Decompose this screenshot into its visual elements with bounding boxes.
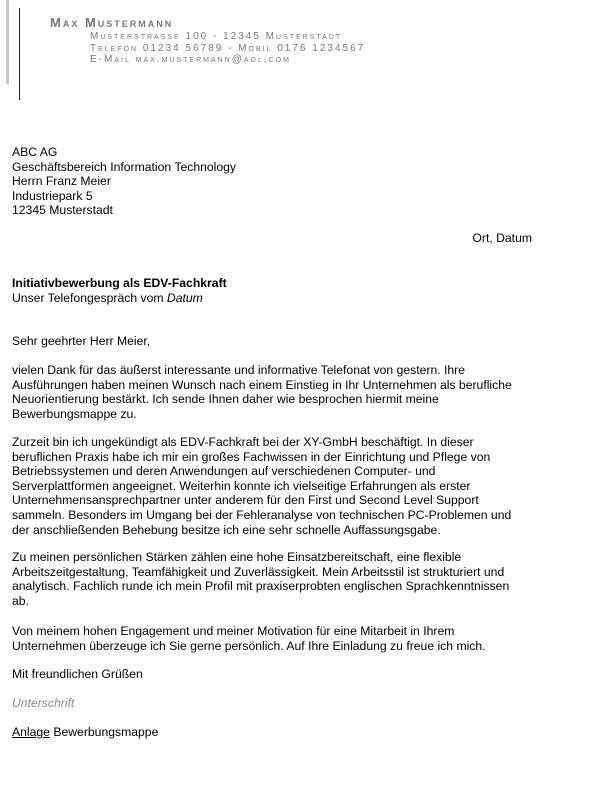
sender-phone: Telefon 01234 56789 - Mobil 0176 1234567 (90, 42, 366, 54)
paragraph-line: Neuorientierung bestärkt. Ich sende Ihnen daher wie besprochen hiermit meine (12, 392, 439, 407)
salutation: Sehr geehrter Herr Meier, (12, 334, 151, 348)
paragraph-4 (12, 624, 537, 653)
closing: Mit freundlichen Grüßen (12, 667, 143, 681)
recipient-street: Industriepark 5 (12, 188, 93, 203)
letterhead-rule (19, 8, 20, 100)
place-date: Ort, Datum (472, 231, 532, 245)
letterhead-bar-left (6, 0, 9, 84)
sender-address: Musterstrasse 100 - 12345 Musterstadt (90, 31, 343, 42)
paragraph-line: analytisch. Fachlich runde ich mein Profil mit praxiserprobten englischen Sprachkenntnissen (12, 579, 510, 594)
subject-reference-date: Datum (166, 290, 203, 305)
paragraph-2 (12, 435, 537, 537)
paragraph-line: Betriebssystemen und deren Anwendungen auf verschiedenen Computer- und (12, 464, 436, 479)
recipient-contact: Herrn Franz Meier (12, 174, 111, 189)
recipient-city: 12345 Musterstadt (12, 203, 113, 218)
sender-name: Max Mustermann (50, 15, 174, 30)
letterhead (50, 15, 365, 66)
paragraph-line: ab. (12, 593, 29, 608)
sender-email: E-Mail max.mustermann@aol.com (90, 54, 291, 65)
signature: Unterschrift (12, 696, 75, 710)
paragraph-1 (12, 363, 537, 421)
paragraph-line: Zu meinen persönlichen Stärken zählen eine hohe Einsatzbereitschaft, eine flexible (12, 550, 462, 564)
attachment-label: Anlage (12, 725, 50, 739)
paragraph-line: Unternehmensansprechpartner unter anderem für den First und Second Level Support (12, 493, 479, 508)
attachment-text: Bewerbungsmappe (49, 725, 159, 739)
subject-title: Initiativbewerbung als EDV-Fachkraft (12, 276, 227, 290)
paragraph-line: sammeln. Besonders im Umgang bei der Fehleranalyse von technischen PC-Problemen und (12, 507, 512, 522)
paragraph-line: Serverplattformen angeeignet. Weiterhin konnte ich vielseitige Erfahrungen als erster (12, 478, 471, 493)
paragraph-line: Zurzeit bin ich ungekündigt als EDV-Fachkraft bei der XY-GmbH beschäftigt. In dieser (12, 435, 474, 449)
subject-reference (12, 291, 227, 306)
paragraph-3 (12, 550, 537, 608)
paragraph-line: der anschließenden Behebung besitze ich eine sehr schnelle Auffassungsgabe. (12, 522, 441, 537)
paragraph-line: vielen Dank für das äußerst interessante und informative Telefonat von gestern. Ihre (12, 363, 465, 377)
paragraph-line: Bewerbungsmappe zu. (12, 406, 137, 421)
paragraph-line: Ausführungen haben meinen Wunsch nach einem Einstieg in Ihr Unternehmen als berufliche (12, 377, 512, 392)
recipient-address (12, 145, 236, 218)
recipient-division: Geschäftsbereich Information Technology (12, 159, 237, 174)
subject-reference-text: Unser Telefongespräch vom (12, 290, 167, 305)
subject-block (12, 276, 227, 305)
recipient-company: ABC AG (12, 145, 58, 159)
paragraph-line: beruflichen Praxis habe ich mir ein großes Fachwissen in der Einrichtung und Pflege von (12, 449, 491, 464)
paragraph-line: Von meinem hohen Engagement und meiner Motivation für eine Mitarbeit in Ihrem (12, 624, 455, 638)
attachment (12, 725, 158, 740)
paragraph-line: Unternehmen überzeuge ich Sie gerne persönlich. Auf Ihre Einladung zu freue ich mich. (12, 638, 486, 653)
paragraph-line: Arbeitszeitgestaltung, Teamfähigkeit und Zuverlässigkeit. Mein Arbeitsstil ist strukturiert und (12, 564, 505, 579)
